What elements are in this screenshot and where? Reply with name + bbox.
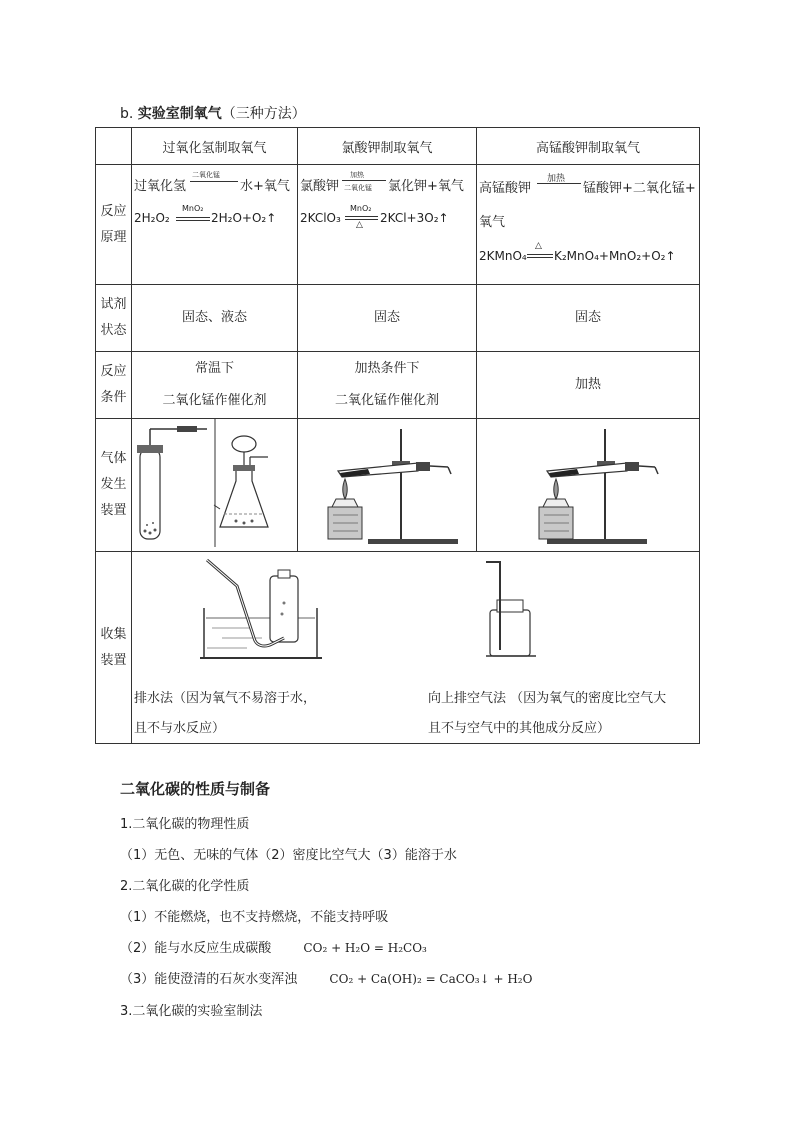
apparatus-h2o2: [132, 419, 298, 552]
co2-item-2-text: （2）能与水反应生成碳酸: [120, 941, 272, 956]
label-line: 气体: [100, 451, 127, 466]
label-line: 试剂: [100, 297, 127, 312]
co2-chemical-item-2: [120, 937, 427, 956]
condition-line: 加热条件下: [354, 361, 420, 376]
kmno4-formula-right: K₂MnO₄+MnO₂+O₂↑: [554, 249, 676, 263]
condition-line: 二氧化锰作催化剂: [334, 393, 439, 408]
h2o2-formula-right: 2H₂O+O₂↑: [211, 211, 277, 225]
label-line: 反应: [100, 364, 127, 379]
co2-physical-heading: 1.二氧化碳的物理性质: [120, 817, 250, 832]
condition-line: 加热: [574, 377, 601, 392]
state-h2o2: 固态、液态: [132, 285, 298, 352]
principle-kclo3: [298, 165, 477, 285]
principle-h2o2: [132, 165, 298, 285]
air-line: 且不与空气中的其他成分反应）: [428, 721, 611, 736]
kmno4-formula-top: △: [535, 241, 542, 251]
water-line: 排水法（因为氧气不易溶于水，: [134, 691, 317, 706]
apparatus-kclo3: [298, 419, 477, 552]
h2o2-formula-equal: [176, 217, 210, 221]
header-empty: [96, 128, 132, 165]
kmno4-word-left: 高锰酸钾: [479, 181, 532, 196]
label-line: 状态: [100, 323, 127, 338]
kmno4-formula-equal: [527, 254, 553, 258]
kmno4-word-line2: 氧气: [479, 215, 506, 230]
condition-kclo3: [298, 352, 477, 419]
subtitle-prefix: b.: [120, 106, 138, 122]
header-kclo3: 氯酸钾制取氧气: [298, 128, 477, 165]
kclo3-formula-right: 2KCl+3O₂↑: [380, 211, 449, 225]
section-subtitle: [120, 103, 306, 123]
principle-kmno4: [477, 165, 700, 285]
condition-kmno4: [477, 352, 700, 419]
h2o2-word-catalyst: 二氧化锰: [192, 171, 220, 179]
label-line: 收集: [100, 626, 127, 642]
h2o2-word-arrow: [190, 181, 238, 182]
kmno4-word-arrow: [537, 183, 581, 184]
water-displacement-illustration: [192, 558, 332, 666]
row-label-condition: [96, 352, 132, 419]
collect-cell: [132, 552, 700, 744]
condition-line: 二氧化锰作催化剂: [162, 393, 267, 408]
kclo3-word-top: 加热: [350, 171, 364, 179]
kmno4-word-top: 加热: [547, 174, 566, 184]
kclo3-apparatus-illustration: [298, 419, 477, 547]
co2-chemical-heading: 2.二氧化碳的化学性质: [120, 879, 250, 894]
table-row-principle: [96, 165, 700, 285]
condition-h2o2: [132, 352, 298, 419]
label-line: 发生: [100, 477, 127, 492]
table-row-collect: [96, 552, 700, 744]
row-label-collect: [96, 552, 132, 744]
condition-line: 常温下: [194, 361, 234, 376]
air-method-text: [428, 684, 666, 744]
kclo3-formula-top: MnO₂: [350, 204, 372, 213]
co2-section-title: 二氧化碳的性质与制备: [120, 780, 271, 798]
kclo3-word-right: 氯化钾+氧气: [388, 179, 464, 194]
kmno4-word-right: 锰酸钾+二氧化锰+: [583, 181, 696, 196]
co2-item-3-text: （3）能使澄清的石灰水变浑浊: [120, 972, 298, 987]
subtitle-suffix: （三种方法）: [221, 106, 306, 122]
state-kclo3: 固态: [298, 285, 477, 352]
state-kmno4: 固态: [477, 285, 700, 352]
kmno4-formula-left: 2KMnO₄: [479, 249, 527, 263]
co2-chemical-item-1: （1）不能燃烧，也不支持燃烧，不能支持呼吸: [120, 910, 389, 925]
h2o2-formula-left: 2H₂O₂: [134, 211, 170, 225]
row-label-apparatus: [96, 419, 132, 552]
kclo3-formula-left: 2KClO₃: [300, 211, 341, 225]
table-row-state: [96, 285, 700, 352]
kclo3-word-bottom: 二氧化锰: [344, 184, 372, 192]
label-line: 原理: [100, 229, 127, 245]
label-line: 装置: [100, 503, 127, 518]
co2-chemical-item-3: [120, 968, 532, 987]
table-header-row: [96, 128, 700, 165]
h2o2-apparatus-illustration: [132, 419, 298, 547]
row-label-state: [96, 285, 132, 352]
table-row-apparatus: [96, 419, 700, 552]
co2-item-3-formula: CO₂ + Ca(OH)₂ = CaCO₃↓ + H₂O: [329, 972, 533, 986]
air-line: 向上排空气法 （因为氧气的密度比空气大: [428, 691, 667, 706]
water-method-text: [134, 684, 316, 744]
h2o2-word-left: 过氧化氢: [134, 179, 187, 194]
header-kmno4: 高锰酸钾制取氧气: [477, 128, 700, 165]
kclo3-word-arrow: [342, 180, 386, 181]
kclo3-word-left: 氯酸钾: [300, 179, 340, 194]
subtitle-bold: 实验室制氧气: [137, 106, 222, 122]
label-line: 装置: [100, 652, 127, 668]
upward-air-displacement-illustration: [482, 558, 552, 662]
table-row-condition: [96, 352, 700, 419]
water-line: 且不与水反应）: [134, 721, 226, 736]
kclo3-formula-bottom: △: [356, 220, 363, 230]
h2o2-word-right: 水+氧气: [240, 179, 290, 194]
label-line: 条件: [100, 390, 127, 405]
apparatus-kmno4: [477, 419, 700, 552]
co2-physical-items: （1）无色、无味的气体（2）密度比空气大（3）能溶于水: [120, 848, 457, 863]
label-line: 反应: [100, 203, 127, 219]
header-h2o2: 过氧化氢制取氧气: [132, 128, 298, 165]
row-label-principle: [96, 165, 132, 285]
h2o2-formula-catalyst: MnO₂: [182, 204, 204, 213]
co2-lab-prep-heading: 3.二氧化碳的实验室制法: [120, 1004, 263, 1019]
co2-item-2-formula: CO₂ + H₂O = H₂CO₃: [303, 941, 427, 955]
kmno4-apparatus-illustration: [477, 419, 700, 547]
oxygen-prep-table: [95, 127, 700, 744]
